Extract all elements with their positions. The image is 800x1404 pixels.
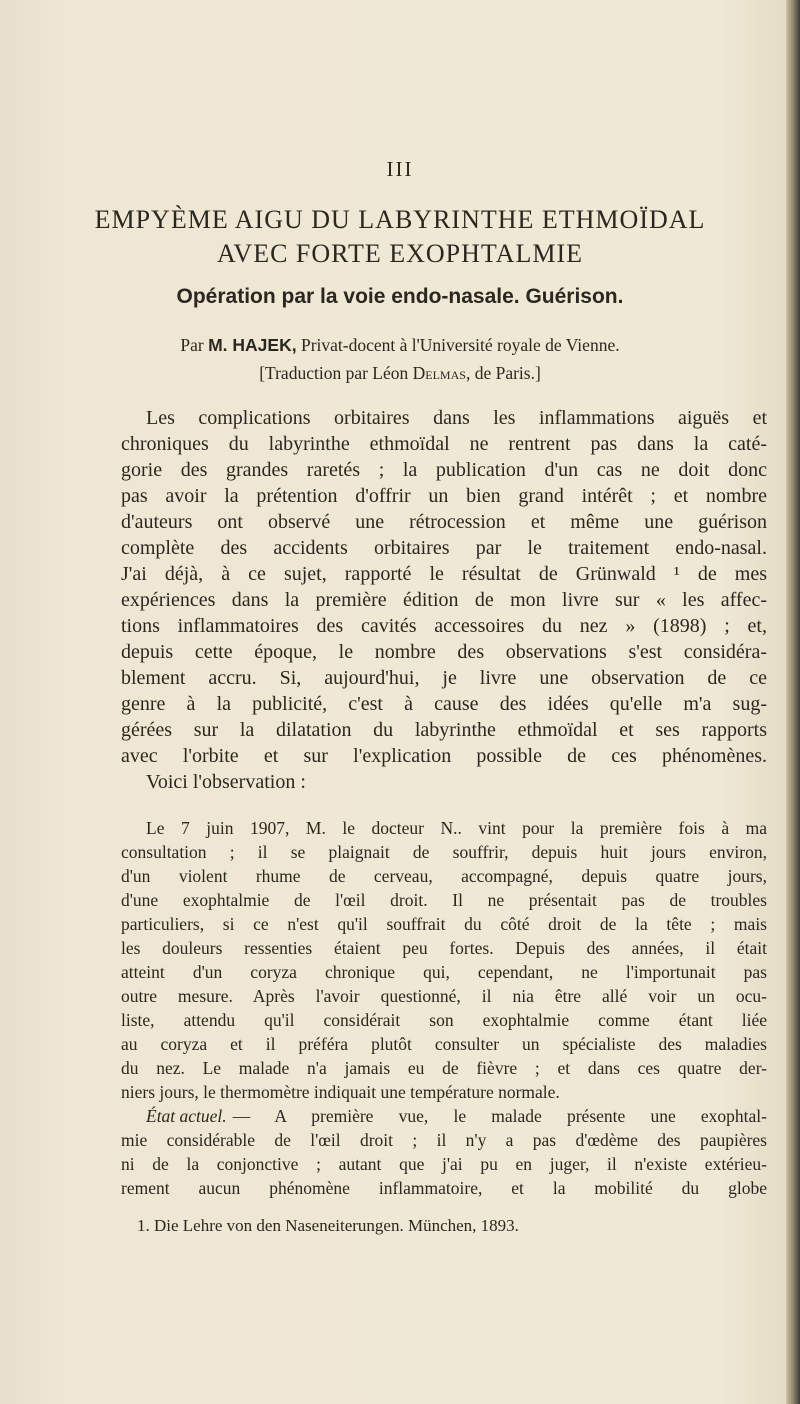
case-line: d'une exophtalmie de l'œil droit. Il ne présentait pas de troubles <box>121 890 767 910</box>
case-line: mie considérable de l'œil droit ; il n'y a pas d'œdème des paupières <box>121 1130 767 1150</box>
case-line: — A première vue, le malade présente une exophtal- <box>232 1106 767 1126</box>
body-line: depuis cette époque, le nombre des observations s'est considéra- <box>121 641 767 663</box>
chapter-numeral: III <box>386 157 414 181</box>
translation-open: [Traduction par Léon <box>259 363 409 383</box>
body-line: gorie des grandes raretés ; la publication d'un cas ne doit donc <box>121 459 767 481</box>
case-line: particuliers, si ce n'est qu'il souffrait du côté droit de la tête ; mais <box>121 914 767 934</box>
byline <box>0 335 800 356</box>
case-line: consultation ; il se plaignait de souffrir, depuis huit jours environ, <box>121 842 767 862</box>
title-line-1: EMPYÈME AIGU DU LABYRINTHE ETHMOÏDAL <box>94 205 706 234</box>
body-line: blement accru. Si, aujourd'hui, je livre une observation de ce <box>121 667 767 689</box>
translation-close: , de Paris.] <box>465 363 541 383</box>
case-line: outre mesure. Après l'avoir questionné, il nia être allé voir un ocu- <box>121 986 767 1006</box>
body-line: gérées sur la dilatation du labyrinthe ethmoïdal et ses rapports <box>121 719 767 741</box>
case-line: niers jours, le thermomètre indiquait une température normale. <box>121 1082 560 1102</box>
body-line: genre à la publicité, c'est à cause des idées qu'elle m'a sug- <box>121 693 767 715</box>
title-line-2: AVEC FORTE EXOPHTALMIE <box>217 239 583 268</box>
body-line: Les complications orbitaires dans les inflammations aiguës et <box>146 407 767 429</box>
body-line: tions inflammatoires des cavités accessoires du nez » (1898) ; et, <box>121 615 767 637</box>
case-line: ni de la conjonctive ; autant que j'ai pu en juger, il n'existe extérieu- <box>121 1154 767 1174</box>
author-affiliation: Privat-docent à l'Université royale de Vienne. <box>300 335 620 355</box>
case-line: atteint d'un coryza chronique qui, cependant, ne l'importunait pas <box>121 962 767 982</box>
case-line: les douleurs ressenties étaient peu fortes. Depuis des années, il était <box>121 938 767 958</box>
footnote: 1. Die Lehre von den Naseneiterungen. München, 1893. <box>137 1216 519 1235</box>
body-line: pas avoir la prétention d'offrir un bien grand intérêt ; et nombre <box>121 485 767 507</box>
body-line: complète des accidents orbitaires par le traitement endo-nasal. <box>121 537 767 559</box>
etat-actuel-line <box>146 1104 767 1128</box>
body-line: J'ai déjà, à ce sujet, rapporté le résultat de Grünwald ¹ de mes <box>121 563 767 585</box>
byline-prefix: Par <box>180 335 204 355</box>
author-name: M. HAJEK, <box>208 335 297 355</box>
case-line: Le 7 juin 1907, M. le docteur N.. vint pour la première fois à ma <box>146 818 767 838</box>
body-line: d'auteurs ont observé une rétrocession et même une guérison <box>121 511 767 533</box>
body-line: expériences dans la première édition de mon livre sur « les affec- <box>121 589 767 611</box>
body-line: chroniques du labyrinthe ethmoïdal ne rentrent pas dans la caté- <box>121 433 767 455</box>
translation-credit <box>0 363 800 384</box>
subtitle: Opération par la voie endo-nasale. Guérison. <box>176 285 624 308</box>
case-line: rement aucun phénomène inflammatoire, et la mobilité du globe <box>121 1178 767 1198</box>
body-line: Voici l'observation : <box>146 771 306 793</box>
case-line: du nez. Le malade n'a jamais eu de fièvre ; et dans ces quatre der- <box>121 1058 767 1078</box>
etat-actuel-heading: État actuel. <box>146 1106 227 1126</box>
case-line: au coryza et il préféra plutôt consulter un spécialiste des maladies <box>121 1034 767 1054</box>
case-line: liste, attendu qu'il considérait son exophtalmie comme étant liée <box>121 1010 767 1030</box>
translator-surname: Delmas <box>412 363 466 383</box>
case-line: d'un violent rhume de cerveau, accompagné, depuis quatre jours, <box>121 866 767 886</box>
body-line: avec l'orbite et sur l'explication possible de ces phénomènes. <box>121 745 767 767</box>
